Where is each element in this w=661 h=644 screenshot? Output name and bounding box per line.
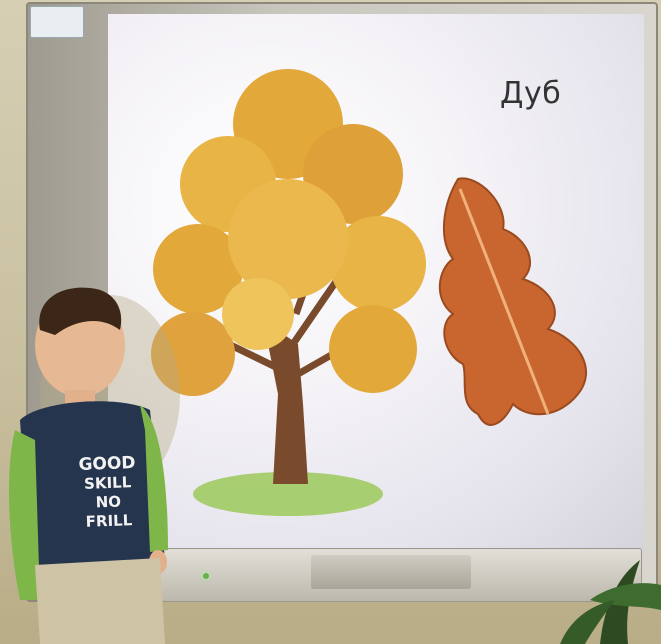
slide-title: Дуб: [500, 76, 562, 111]
left-sleeve: [9, 430, 40, 600]
pants: [35, 558, 165, 644]
shirt-text-line-1: GOOD: [78, 453, 136, 476]
shirt-text-line-3: NO: [95, 492, 122, 512]
shirt-text-line-2: SKILL: [83, 473, 132, 493]
shirt-text-line-4: FRILL: [85, 511, 133, 531]
shirt-text: [67, 454, 150, 533]
